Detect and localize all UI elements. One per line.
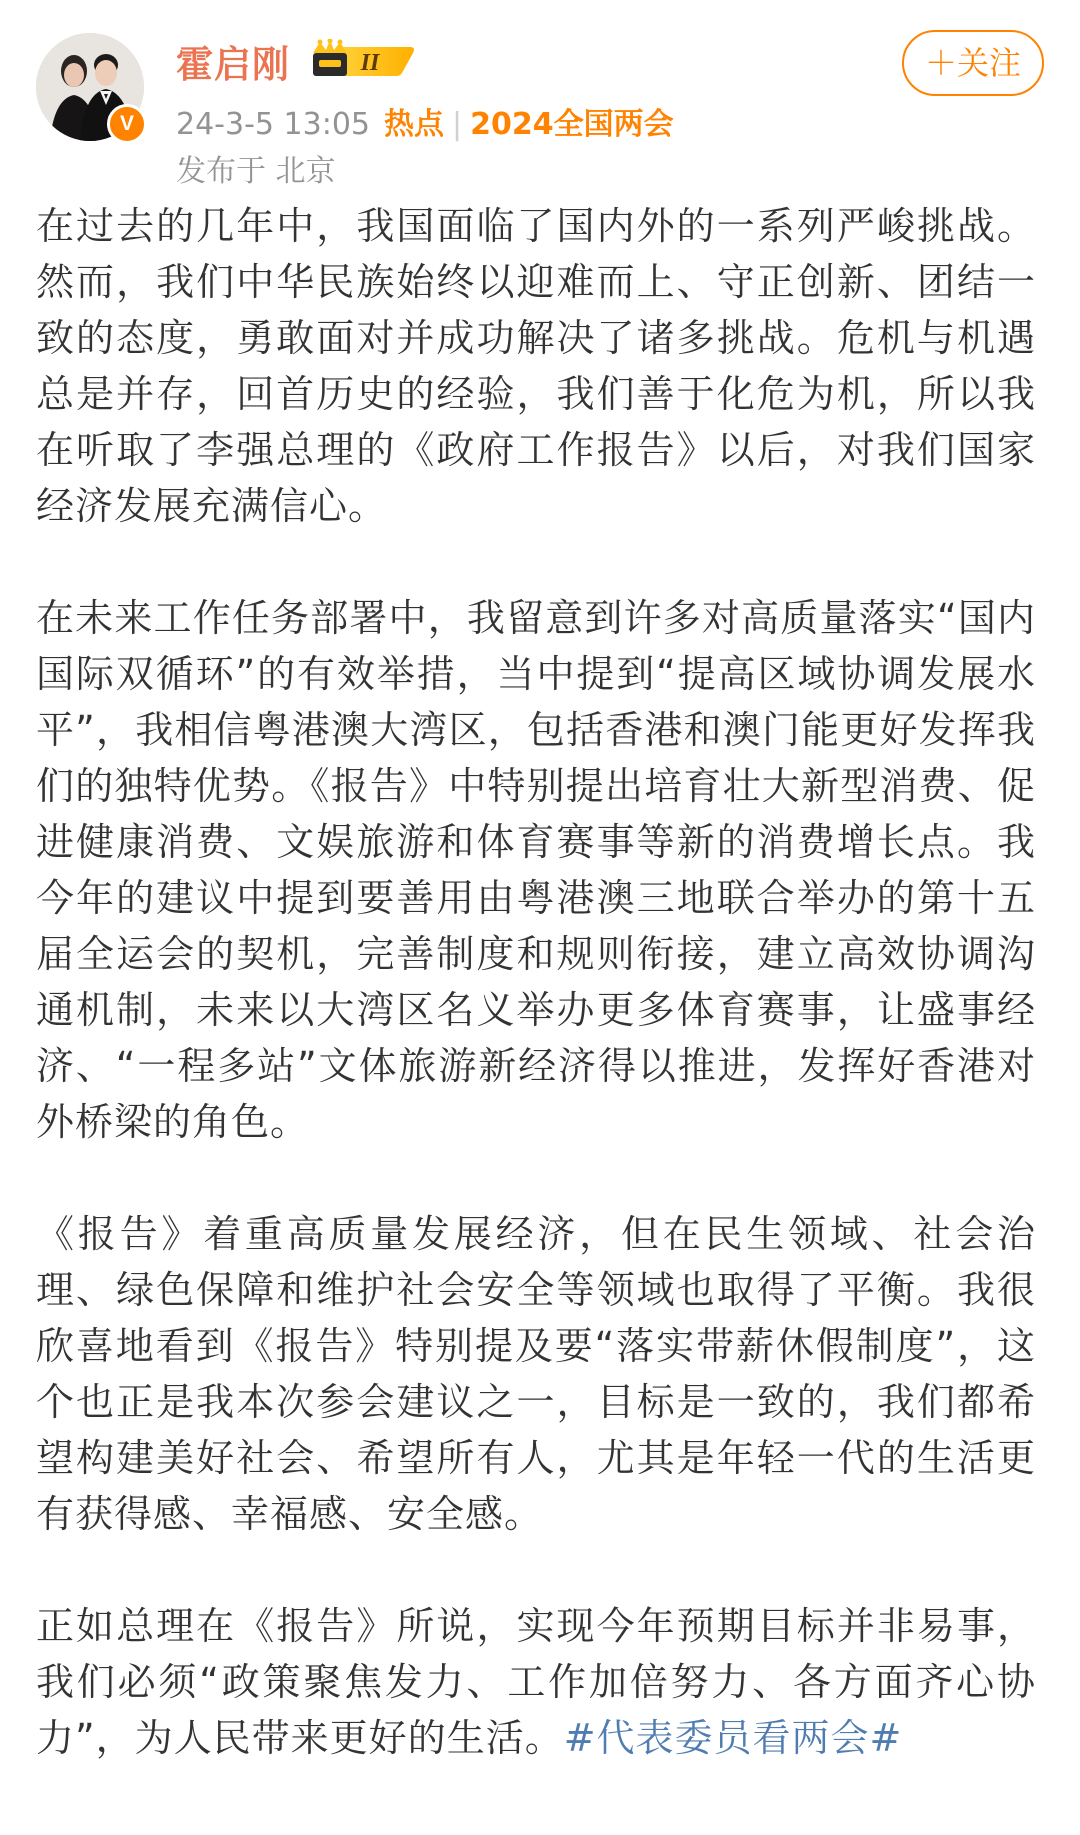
post-paragraph-4-text: 正如总理在《报告》所说，实现今年预期目标并非易事，我们必须“政策聚焦发力、工作加倍努力、各方面齐心协力”，为人民带来更好的生活。 [36, 1604, 1036, 1760]
post-paragraph-1: 在过去的几年中，我国面临了国内外的一系列严峻挑战。然而，我们中华民族始终以迎难而上、守正创新、团结一致的态度，勇敢面对并成功解决了诸多挑战。危机与机遇总是并存，回首历史的经验，我们善于化危为机，所以我在听取了李强总理的《政府工作报告》以后，对我们国家经济发展充满信心。 [36, 204, 1036, 528]
verified-v-icon: V [107, 104, 147, 144]
timestamp: 24-3-5 13:05 [176, 107, 370, 142]
topic-link[interactable]: 2024全国两会 [470, 107, 674, 142]
post-paragraph-3: 《报告》着重高质量发展经济，但在民生领域、社会治理、绿色保障和维护社会安全等领域也取得了平衡。我很欣喜地看到《报告》特别提及要“落实带薪休假制度”，这个也正是我本次参会建议之一，目标是一致的，我们都希望构建美好社会、希望所有人，尤其是年轻一代的生活更有获得感、幸福感、安全感。 [36, 1212, 1036, 1536]
user-name[interactable]: 霍启刚 [176, 43, 290, 86]
meta-separator: | [452, 107, 463, 142]
follow-button[interactable]: ＋关注 [902, 30, 1044, 96]
vip-level: II [360, 50, 380, 76]
post-header [0, 0, 1080, 189]
hashtag-link[interactable]: #代表委员看两会# [563, 1716, 903, 1760]
hot-tag[interactable]: 热点 [384, 107, 444, 142]
post-body [36, 198, 1036, 1822]
post-paragraph-2: 在未来工作任务部署中，我留意到许多对高质量落实“国内国际双循环”的有效举措，当中提到“提高区域协调发展水平”，我相信粤港澳大湾区，包括香港和澳门能更好发挥我们的独特优势。《报告》中特别提出培育壮大新型消费、促进健康消费、文娱旅游和体育赛事等新的消费增长点。我今年的建议中提到要善用由粤港澳三地联合举办的第十五届全运会的契机，完善制度和规则衔接，建立高效协调沟通机制，未来以大湾区名义举办更多体育赛事，让盛事经济、“一程多站”文体旅游新经济得以推进，发挥好香港对外桥梁的角色。 [36, 596, 1036, 1144]
vip-crown-icon[interactable] [310, 39, 418, 81]
post-location: 发布于 北京 [176, 154, 336, 189]
post-meta [176, 99, 674, 143]
post-paragraph-4 [36, 1598, 1036, 1766]
